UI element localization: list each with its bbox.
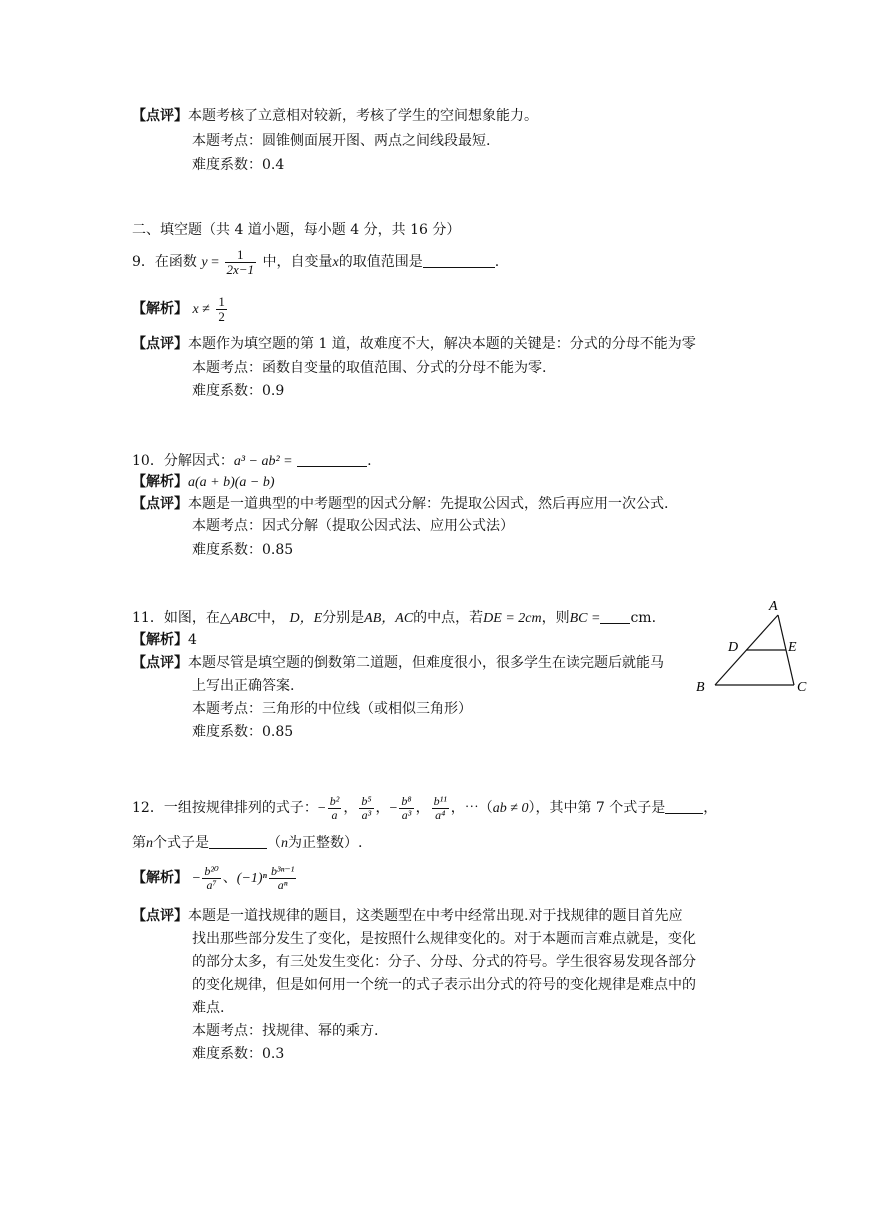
prev-difficulty: 难度系数：0.4 [192, 157, 285, 173]
q11-t1: 中， [257, 610, 286, 626]
q12-line2-prefix: 第 [132, 835, 146, 851]
q12-topics: 本题考点：找规律、幂的乘方. [192, 1023, 379, 1039]
q12-question-line2 [132, 833, 362, 854]
comment-tag: 【点评】 [132, 655, 188, 671]
q9-func-lhs: y [201, 255, 208, 270]
q12-t2-num: b⁵ [361, 793, 372, 808]
q12-ans1-fraction [202, 865, 220, 892]
q11-prefix: 11．如图，在△ [132, 610, 231, 626]
analysis-tag: 【解析】 [132, 474, 188, 490]
q12-comment [132, 906, 682, 926]
q9-answer-fraction [216, 295, 227, 324]
q9-var: x [332, 255, 339, 270]
q9-suffix: 的取值范围是 [338, 254, 423, 270]
q11-difficulty: 难度系数：0.85 [192, 724, 294, 740]
q9-comment-text: 本题作为填空题的第 1 道，故难度不大，解决本题的关键是：分式的分母不能为零 [188, 336, 696, 352]
q12-ans1-den: a⁷ [202, 878, 220, 892]
q11-comment-line2: 上写出正确答案. [192, 678, 295, 694]
q9-fraction [225, 248, 257, 277]
analysis-tag: 【解析】 [132, 632, 188, 648]
q10-answer: a(a + b)(a − b) [188, 475, 275, 490]
q12-neg-3: − [389, 801, 398, 816]
label-a: A [769, 599, 778, 614]
q10-end: . [367, 453, 372, 469]
q12-term-1 [328, 795, 342, 822]
q12-comment-line-0: 本题是一道找规律的题目，这类题型在中考中经常出现.对于找规律的题目首先应 [188, 908, 683, 924]
q12-paren-text: 为正整数）. [288, 835, 363, 851]
q9-comment [132, 334, 696, 354]
q12-ans-sep: 、 [222, 870, 237, 886]
label-d: D [728, 640, 739, 655]
q12-n-2: n [281, 836, 288, 851]
q10-expr: a³ − ab² = [233, 454, 293, 469]
prev-comment [132, 106, 538, 126]
section-title: 二、填空题（共 4 道小题，每小题 4 分，共 16 分） [132, 222, 461, 238]
q10-difficulty: 难度系数：0.85 [192, 542, 294, 558]
q12-term-4 [432, 795, 449, 822]
q9-frac-num: 1 [237, 246, 244, 262]
q12-t3-num: b⁸ [401, 793, 412, 808]
q12-t2-den: a³ [359, 808, 373, 822]
comment-tag: 【点评】 [132, 336, 188, 352]
q11-cond: DE = 2cm [483, 611, 542, 626]
q11-analysis [132, 630, 197, 650]
q12-ans1-neg: − [192, 871, 201, 886]
q12-sep-3: ， [415, 800, 430, 816]
comment-tag: 【点评】 [132, 108, 188, 124]
q9-difficulty: 难度系数：0.9 [192, 383, 285, 399]
q12-ellipsis: ，⋯（ [450, 800, 493, 816]
q11-de: D，E [289, 611, 323, 626]
q9-analysis [132, 293, 229, 326]
q12-comment-line-2: 的部分太多，有三处发生变化：分子、分母、分式的符号。学生很容易发现各部分 [192, 954, 696, 970]
q12-ans2-fraction [269, 865, 296, 892]
q12-t4-num: b¹¹ [433, 793, 447, 808]
q9-prefix: 9．在函数 [132, 254, 197, 270]
q9-frac-den: 2x−1 [226, 261, 255, 277]
label-c: C [797, 680, 807, 695]
q12-t4-den: a⁴ [432, 808, 449, 822]
q9-answer-blank[interactable] [423, 253, 495, 268]
q9-middle: 中，自变量 [262, 254, 333, 270]
q10-question [132, 451, 372, 472]
prev-topics: 本题考点：圆锥侧面展开图、两点之间线段最短. [192, 133, 491, 149]
q12-answer-blank-1[interactable] [665, 799, 703, 814]
q11-tri: ABC [230, 611, 258, 626]
q12-ans1-num: b²⁰ [204, 863, 219, 878]
q9-topics: 本题考点：函数自变量的取值范围、分式的分母不能为零. [192, 360, 547, 376]
q12-after-cond: ），其中第 7 个式子是 [528, 800, 666, 816]
q12-t1-den: a [328, 808, 342, 822]
q12-difficulty: 难度系数：0.3 [192, 1046, 285, 1062]
q11-bc: BC = [569, 611, 601, 626]
q10-prefix: 10．分解因式： [132, 453, 234, 469]
comment-tag: 【点评】 [132, 496, 188, 512]
q11-t4: ，则 [541, 610, 570, 626]
q11-comment-text-1: 本题尽管是填空题的倒数第二道题，但难度很小，很多学生在读完题后就能马 [188, 655, 664, 671]
q11-comment [132, 653, 664, 673]
label-e: E [788, 640, 797, 655]
label-b: B [696, 680, 705, 695]
q12-term-3 [399, 795, 413, 822]
q12-analysis [132, 860, 298, 897]
q11-unit: cm. [630, 610, 657, 626]
q9-end: . [494, 254, 500, 270]
comment-tag: 【点评】 [132, 908, 188, 924]
q12-n: n [146, 836, 153, 851]
q12-t1-num: b² [329, 793, 340, 808]
q12-ans2-pre: (−1)ⁿ [236, 871, 267, 886]
q9-ans-num: 1 [218, 293, 225, 309]
q12-ans2-num: b³ⁿ⁻¹ [270, 863, 295, 878]
q12-question: 12．一组按规律排列的式子：− $\frac{\text{b²}}{a}$ ， $\frac{\text{b⁵}}{\text{a³}}$ ，− $\frac{\text{b⁸}}{\text{a³}}$ ， $\frac{\text{b¹¹}}{\text{a⁴}}$ ，⋯（ab ≠ 0），其中第 7 个式子是 ， [132, 793, 718, 822]
q12-answer-blank-2[interactable] [209, 834, 267, 849]
q10-answer-blank[interactable] [297, 452, 367, 467]
q10-analysis [132, 472, 275, 493]
q12-sep-2: ， [375, 800, 390, 816]
q10-topics: 本题考点：因式分解（提取公因式法、应用公式法） [192, 518, 514, 534]
q11-answer-blank[interactable] [600, 609, 630, 624]
q12-t3-den: a³ [399, 808, 413, 822]
q11-question [132, 608, 656, 629]
q12-comment-line-3: 的变化规律，但是如何用一个统一的式子表示出分式的符号的变化规律是难点中的 [192, 977, 696, 993]
analysis-tag: 【解析】 [132, 870, 188, 886]
q12-sep-1: ， [343, 800, 358, 816]
q12-cond: ab ≠ 0 [492, 801, 529, 816]
analysis-tag: 【解析】 [132, 301, 188, 317]
q12-term-2 [359, 795, 373, 822]
q12-comment-line-1: 找出那些部分发生了变化，是按照什么规律变化的。对于本题而言难点就是，变化 [192, 931, 696, 947]
q11-answer: 4 [188, 632, 197, 648]
q11-ab: AB，AC [364, 611, 414, 626]
q10-comment [132, 494, 668, 514]
q12-neg-1: − [317, 801, 326, 816]
triangle-figure [690, 596, 820, 696]
prev-comment-text: 本题考核了立意相对较新，考核了学生的空间想象能力。 [188, 108, 538, 124]
q10-comment-text: 本题是一道典型的中考题型的因式分解：先提取公因式，然后再应用一次公式. [188, 496, 669, 512]
q12-paren-open: （ [267, 835, 281, 851]
q11-t2: 分别是 [322, 610, 365, 626]
q12-prefix: 12．一组按规律排列的式子： [132, 800, 318, 816]
q11-topics: 本题考点：三角形的中位线（或相似三角形） [192, 701, 472, 717]
q12-line2-mid: 个式子是 [153, 835, 209, 851]
q11-t3: 的中点，若 [413, 610, 484, 626]
q9-ans-den: 2 [218, 308, 225, 324]
q9-answer-lhs: x ≠ [192, 302, 210, 317]
q12-ans2-den: aⁿ [269, 878, 296, 892]
q12-comment-line-4: 难点. [192, 1000, 225, 1016]
q9-question: 9．在函数 y = $\frac{1}{2x-1}$ 中，自变量x的取值范围是 . [132, 246, 500, 277]
